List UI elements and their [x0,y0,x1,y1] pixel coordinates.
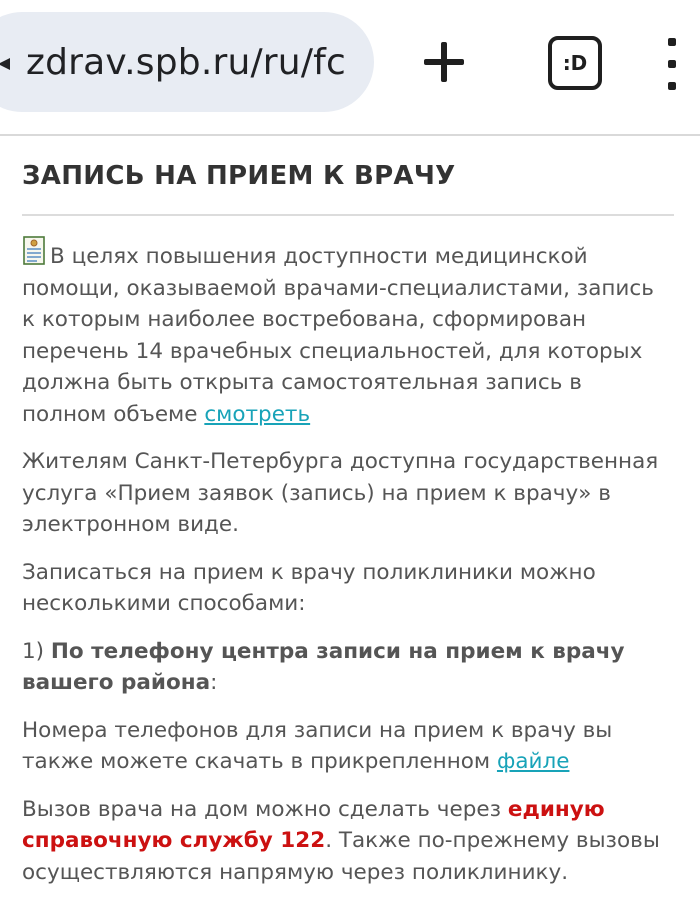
home-visit-text-2: . Также по-прежнему вызовы осуществляются напрямую через поликлинику. [22,828,660,885]
file-link[interactable]: файле [496,749,570,774]
intro-paragraph [22,236,672,430]
method-1-paragraph [22,636,672,699]
home-visit-text-1: Вызов врача на дом можно сделать через [22,796,508,822]
document-icon [22,236,48,266]
tab-switcher-label: :D [562,51,588,75]
phone-numbers-paragraph [22,715,672,778]
page-content [22,136,678,888]
method-1-number: 1) [22,638,51,664]
method-1-suffix: : [210,670,218,695]
address-bar[interactable] [0,12,374,112]
home-visit-paragraph [22,794,672,889]
page-title: ЗАПИСЬ НА ПРИЕМ К ВРАЧУ [22,136,674,216]
tab-switcher-icon[interactable] [548,36,602,90]
view-list-link[interactable]: смотреть [204,401,311,427]
service-122-highlight: единую справочную службу 122 [22,796,605,853]
intro-text: В целях повышения доступности медицинской помощи, оказываемой врачами-специалистами, запись к которым наиболее востребована, сформирован перечень 14 врачебных специальностей, для которых должна быть открыта самостоятельная запись в полном объеме [22,244,654,427]
url-text[interactable]: zdrav.spb.ru/ru/fc [26,41,347,83]
plus-icon[interactable] [418,36,470,88]
site-info-icon[interactable] [0,42,24,82]
browser-toolbar [0,0,700,122]
electronic-service-paragraph: Жителям Санкт-Петербурга доступна государственная услуга «Прием заявок (запись) на прием к врачу» в электронном виде. [22,449,659,537]
method-1-title: По телефону центра записи на прием к врачу вашего района [22,638,625,695]
methods-paragraph: Записаться на прием к врачу поликлиники можно несколькими способами: [22,559,596,616]
more-vert-icon[interactable] [668,36,700,92]
phone-numbers-text: Номера телефонов для записи на прием к врачу вы также можете скачать в прикрепленном [22,717,613,774]
